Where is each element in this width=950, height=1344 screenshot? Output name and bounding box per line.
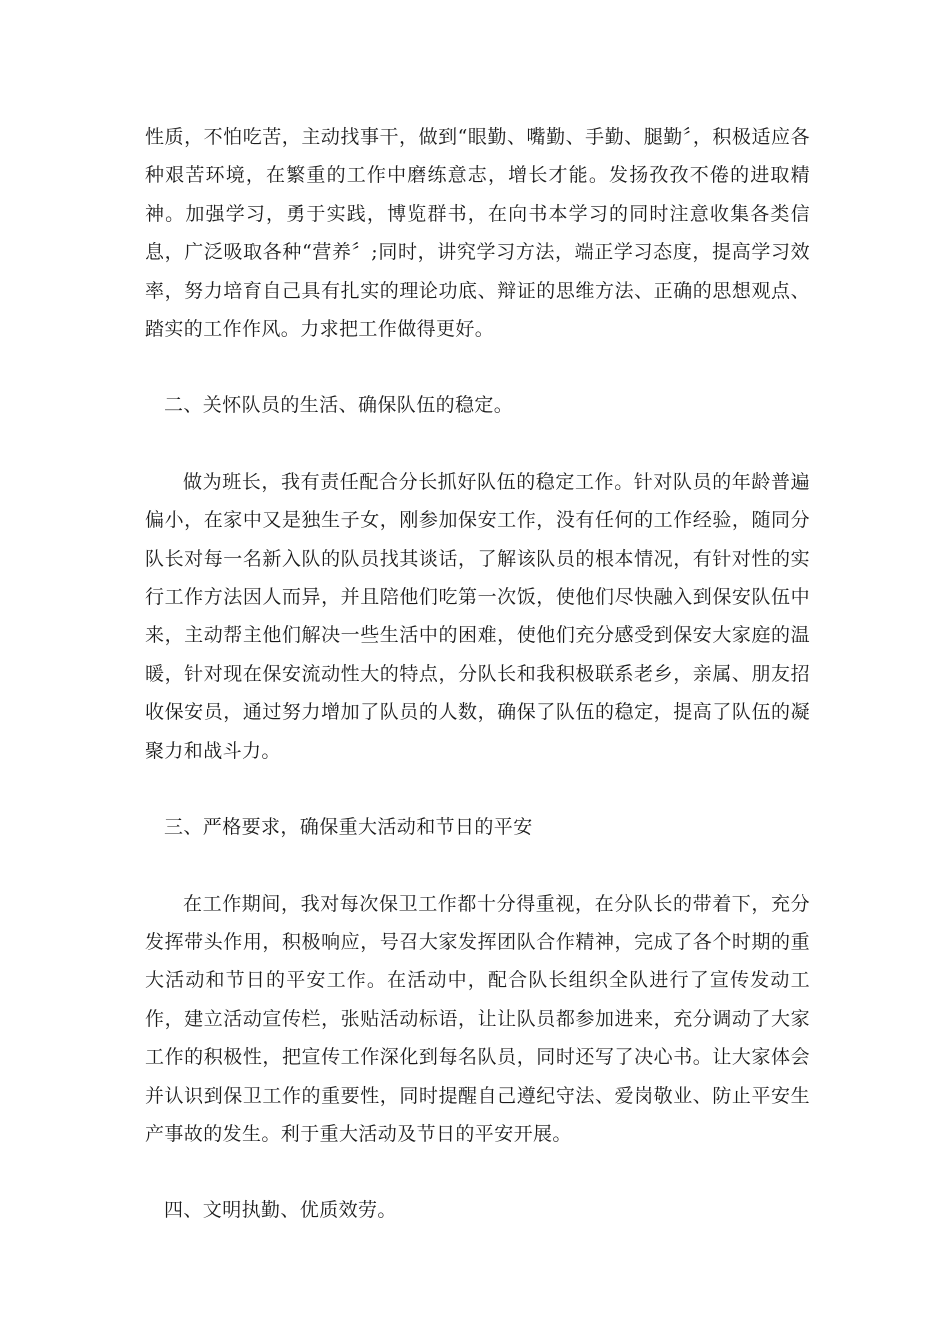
section-heading-strict-requirements: 三、严格要求，确保重大活动和节日的平安 <box>164 816 533 839</box>
document-body <box>145 118 810 1230</box>
section-heading-civilized-duty: 四、文明执勤、优质效劳。 <box>164 1199 397 1222</box>
paragraph-gap <box>145 348 810 386</box>
paragraph-team-stability: 做为班长，我有责任配合分长抓好队伍的稳定工作。针对队员的年龄普遍偏小，在家中又是独生子女，刚参加保安工作，没有任何的工作经验，随同分队长对每一名新入队的队员找其谈话，了解该队员的根本情况，有针对性的实行工作方法因人而异，并且陪他们吃第一次饭，使他们尽快融入到保安队伍中来，主动帮主他们解决一些生活中的困难，使他们充分感受到保安大家庭的温暖，针对现在保安流动性大的特点，分队长和我积极联系老乡，亲属、朋友招收保安员，通过努力增加了队员的人数，确保了队伍的稳定，提高了队伍的凝聚力和战斗力。 <box>145 470 810 762</box>
paragraph-gap <box>145 770 810 808</box>
paragraph-gap <box>145 1153 810 1191</box>
paragraph-security-work: 在工作期间，我对每次保卫工作都十分得重视，在分队长的带着下，充分发挥带头作用，积极响应，号召大家发挥团队合作精神，完成了各个时期的重大活动和节日的平安工作。在活动中，配合队长组织全队进行了宣传发动工作，建立活动宣传栏，张贴活动标语，让让队员都参加进来，充分调动了大家工作的积极性，把宣传工作深化到每名队员，同时还写了决心书。让大家体会并认识到保卫工作的重要性，同时提醒自己遵纪守法、爱岗敬业、防止平安生产事故的发生。利于重大活动及节日的平安开展。 <box>145 892 810 1145</box>
paragraph-gap <box>145 847 810 885</box>
section-heading-care-for-members: 二、关怀队员的生活、确保队伍的稳定。 <box>164 394 514 417</box>
paragraph-gap <box>145 425 810 463</box>
paragraph-work-attitude: 性质，不怕吃苦，主动找事干，做到“眼勤、嘴勤、手勤、腿勤〞，积极适应各种艰苦环境，在繁重的工作中磨练意志，增长才能。发扬孜孜不倦的进取精神。加强学习，勇于实践，博览群书，在向书本学习的同时注意收集各类信息，广泛吸取各种“营养〞;同时，讲究学习方法，端正学习态度，提高学习效率，努力培育自己具有扎实的理论功底、辩证的思维方法、正确的思想观点、踏实的工作作风。力求把工作做得更好。 <box>145 126 810 341</box>
